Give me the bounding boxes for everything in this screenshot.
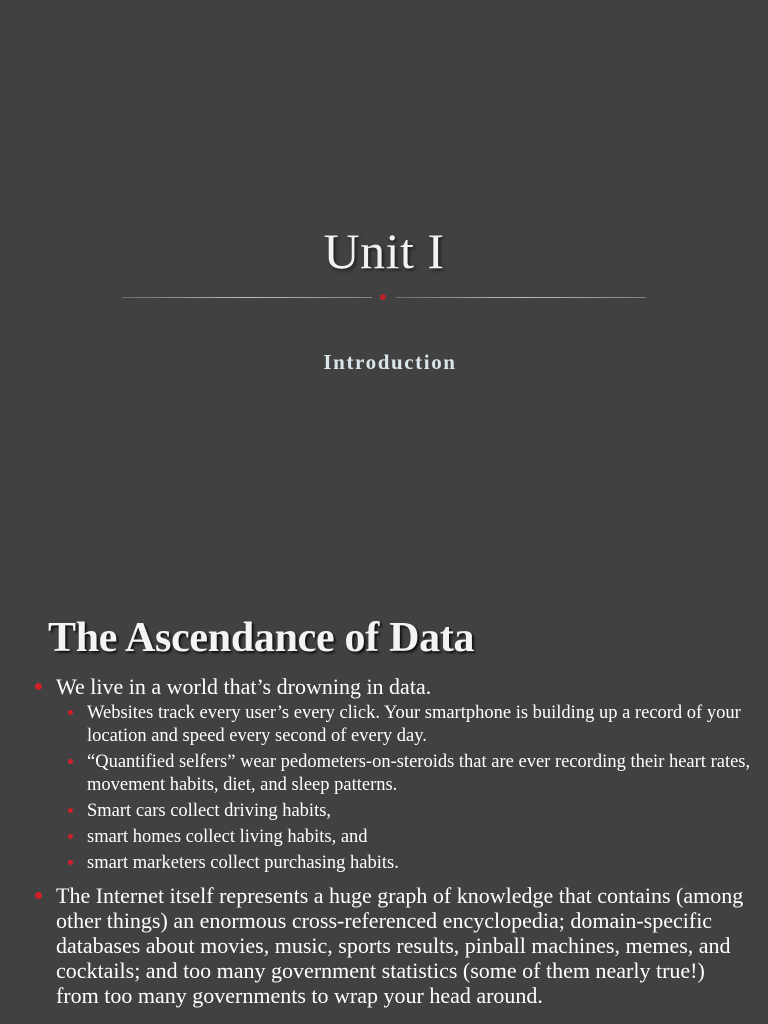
content-slide (0, 600, 768, 1024)
sub-bullet-item: “Quantified selfers” wear pedometers-on-steroids that are ever recording their heart rates, movement habits, diet, and sleep patterns. (56, 751, 752, 797)
sub-bullet-item: Websites track every user’s every click. Your smartphone is building up a record of your location and speed every second of every day. (56, 702, 752, 748)
content-heading: The Ascendance of Data (48, 615, 475, 661)
bullet-item (32, 883, 752, 1008)
sub-bullet-item: Smart cars collect driving habits, (56, 800, 752, 823)
sub-bullet-item: smart marketers collect purchasing habits. (56, 852, 752, 875)
bullet-text: The Internet itself represents a huge graph of knowledge that contains (among other things) an enormous cross-referenced encyclopedia; domain-specific databases about movies, music, sports results, pinball machines, memes, and cocktails; and too many government statistics (some of them nearly true!) from too many governments to wrap your head around. (56, 883, 744, 1008)
slide-title: Unit I (323, 223, 445, 279)
sub-bullet-item: smart homes collect living habits, and (56, 826, 752, 849)
slide-subtitle: Introduction (323, 350, 457, 374)
bullet-list (32, 674, 752, 1008)
divider-line-left (122, 297, 372, 298)
divider-dot (380, 294, 386, 300)
bullet-item (32, 674, 752, 875)
title-divider (122, 297, 646, 299)
bullet-text: We live in a world that’s drowning in data. (56, 674, 432, 699)
divider-line-right (396, 297, 646, 298)
sub-bullet-list (56, 702, 752, 875)
